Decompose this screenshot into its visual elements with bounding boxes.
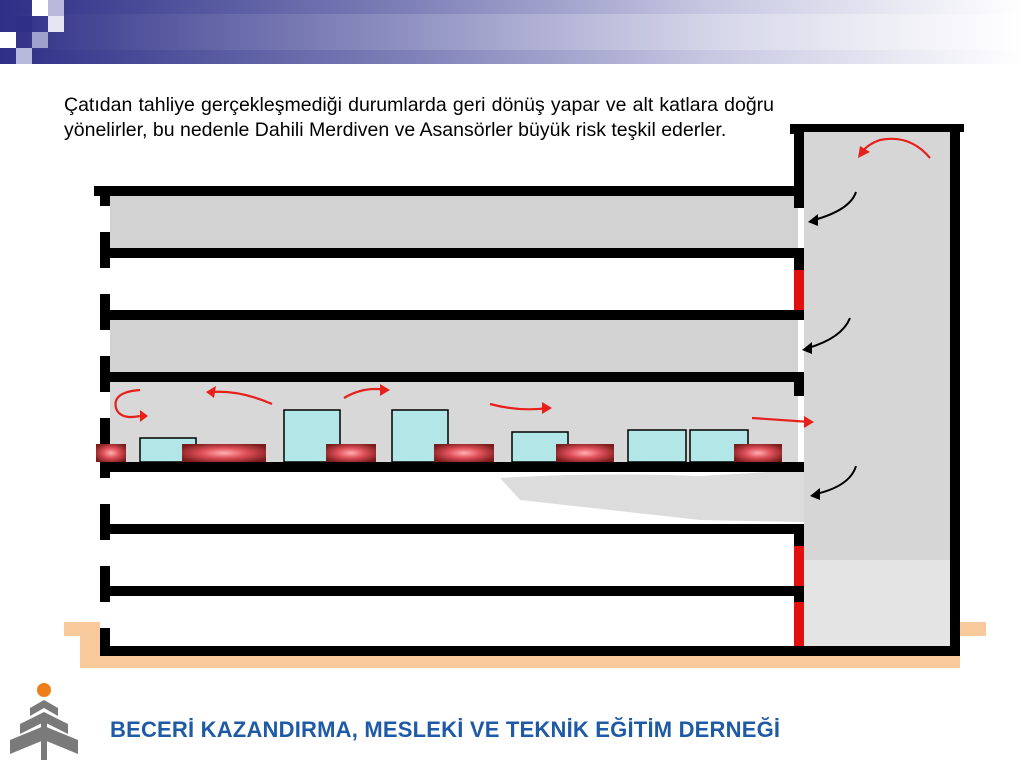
window	[100, 206, 110, 232]
window	[100, 392, 110, 418]
smoke-shaft-bottom	[804, 560, 950, 652]
slide-description: Çatıdan tahliye gerçekleşmediği durumlarda geri dönüş yapar ve alt katlara doğru yönelirler, bu nedenle Dahili Merdiven ve Asansörler büyük risk teşkil ederler.	[64, 94, 774, 141]
fire-icon	[326, 444, 376, 462]
floor-slab	[100, 310, 804, 320]
shaft-roof	[790, 124, 964, 132]
fire-icon	[434, 444, 494, 462]
shaft-left-wall-top	[794, 126, 804, 196]
furniture-block	[628, 430, 686, 462]
window	[100, 602, 110, 628]
fire-icon	[182, 444, 266, 462]
floor-slab	[100, 248, 804, 258]
floor-slab	[100, 372, 804, 382]
shaft-wall-segment	[794, 382, 804, 396]
shaft-door	[794, 270, 804, 310]
smoke-drift-floor-1	[500, 470, 804, 522]
ground-slab	[100, 646, 960, 656]
building-roof	[94, 186, 804, 196]
window	[100, 478, 110, 504]
shaft-door	[794, 546, 804, 586]
fire-icon	[734, 444, 782, 462]
floor-slab	[100, 462, 804, 472]
organization-title: BECERİ KAZANDIRMA, MESLEKİ VE TEKNİK EĞİTİM DERNEĞİ	[110, 717, 781, 742]
floor-slab	[100, 586, 804, 596]
fire-icon	[556, 444, 614, 462]
window	[100, 540, 110, 566]
smoke-floor-5	[108, 196, 798, 248]
smoke-floor-3	[108, 320, 798, 372]
shaft-right-wall	[950, 126, 960, 654]
window	[100, 330, 110, 356]
tree-book-logo-icon	[6, 682, 82, 762]
window	[100, 268, 110, 294]
floor-slab	[100, 524, 804, 534]
fire-icon	[96, 444, 126, 462]
shaft-door	[794, 602, 804, 646]
